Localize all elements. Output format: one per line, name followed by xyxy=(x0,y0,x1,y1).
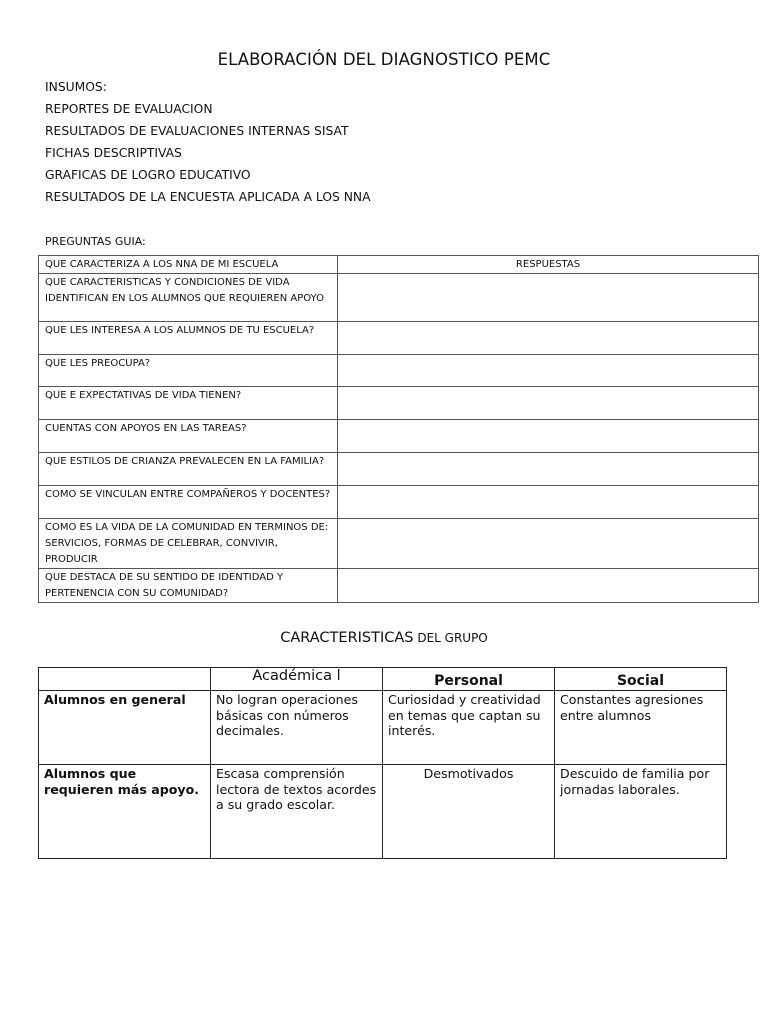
table-row xyxy=(39,387,759,420)
question-cell: CUENTAS CON APOYOS EN LAS TAREAS? xyxy=(39,420,338,453)
row-label: Alumnos en general xyxy=(39,691,211,765)
table-row xyxy=(39,322,759,355)
table-row xyxy=(39,569,759,603)
table-header-row xyxy=(39,256,759,274)
table-row xyxy=(39,765,727,859)
insumo-item: RESULTADOS DE EVALUACIONES INTERNAS SISAT xyxy=(45,124,349,138)
academica-cell: Escasa comprensión lectora de textos acordes a su grado escolar. xyxy=(211,765,383,859)
header-academica: Académica l xyxy=(211,668,383,691)
table-header-row xyxy=(39,668,727,691)
answer-cell[interactable] xyxy=(338,274,759,322)
table-row xyxy=(39,691,727,765)
personal-cell: Desmotivados xyxy=(383,765,555,859)
row-label: Alumnos que requieren más apoyo. xyxy=(39,765,211,859)
social-cell: Descuido de familia por jornadas laborales. xyxy=(555,765,727,859)
academica-cell: No logran operaciones básicas con números decimales. xyxy=(211,691,383,765)
insumos-list xyxy=(45,76,371,208)
caracteristicas-title-small: DEL GRUPO xyxy=(413,631,488,645)
header-personal: Personal xyxy=(383,668,555,691)
table-row xyxy=(39,519,759,569)
question-cell: QUE LES INTERESA A LOS ALUMNOS DE TU ESCUELA? xyxy=(39,322,338,355)
caracteristicas-table xyxy=(38,667,727,859)
answer-cell[interactable] xyxy=(338,519,759,569)
answer-cell[interactable] xyxy=(338,387,759,420)
insumos-heading: INSUMOS: xyxy=(45,80,107,94)
table-row xyxy=(39,420,759,453)
document-title: ELABORACIÓN DEL DIAGNOSTICO PEMC xyxy=(217,50,551,69)
header-social: Social xyxy=(555,668,727,691)
question-cell: QUE E EXPECTATIVAS DE VIDA TIENEN? xyxy=(39,387,338,420)
answer-cell[interactable] xyxy=(338,486,759,519)
caracteristicas-title xyxy=(0,630,768,646)
answer-cell[interactable] xyxy=(338,322,759,355)
header-answer-cell: RESPUESTAS xyxy=(338,256,759,274)
table-row xyxy=(39,355,759,387)
preguntas-guia-table xyxy=(38,255,759,603)
header-question-cell: QUE CARACTERIZA A LOS NNA DE MI ESCUELA xyxy=(39,256,338,274)
question-cell: COMO SE VINCULAN ENTRE COMPAÑEROS Y DOCENTES? xyxy=(39,486,338,519)
table-row xyxy=(39,453,759,486)
answer-cell[interactable] xyxy=(338,453,759,486)
question-cell: QUE ESTILOS DE CRIANZA PREVALECEN EN LA FAMILIA? xyxy=(39,453,338,486)
answer-cell[interactable] xyxy=(338,420,759,453)
personal-cell: Curiosidad y creatividad en temas que captan su interés. xyxy=(383,691,555,765)
question-cell: QUE CARACTERISTICAS Y CONDICIONES DE VIDA IDENTIFICAN EN LOS ALUMNOS QUE REQUIEREN APOYO xyxy=(39,274,338,322)
insumo-item: GRAFICAS DE LOGRO EDUCATIVO xyxy=(45,168,251,182)
answer-cell[interactable] xyxy=(338,355,759,387)
question-cell: QUE LES PREOCUPA? xyxy=(39,355,338,387)
preguntas-guia-label: PREGUNTAS GUIA: xyxy=(45,235,146,248)
question-cell: QUE DESTACA DE SU SENTIDO DE IDENTIDAD Y PERTENENCIA CON SU COMUNIDAD? xyxy=(39,569,338,603)
table-row xyxy=(39,486,759,519)
header-empty-cell xyxy=(39,668,211,691)
caracteristicas-title-main: CARACTERISTICAS xyxy=(280,630,414,646)
question-cell: COMO ES LA VIDA DE LA COMUNIDAD EN TERMINOS DE: SERVICIOS, FORMAS DE CELEBRAR, CONVIVIR, PRODUCIR xyxy=(39,519,338,569)
social-cell: Constantes agresiones entre alumnos xyxy=(555,691,727,765)
insumo-item: REPORTES DE EVALUACION xyxy=(45,102,213,116)
insumo-item: FICHAS DESCRIPTIVAS xyxy=(45,146,182,160)
insumo-item: RESULTADOS DE LA ENCUESTA APLICADA A LOS NNA xyxy=(45,190,371,204)
answer-cell[interactable] xyxy=(338,569,759,603)
table-row xyxy=(39,274,759,322)
